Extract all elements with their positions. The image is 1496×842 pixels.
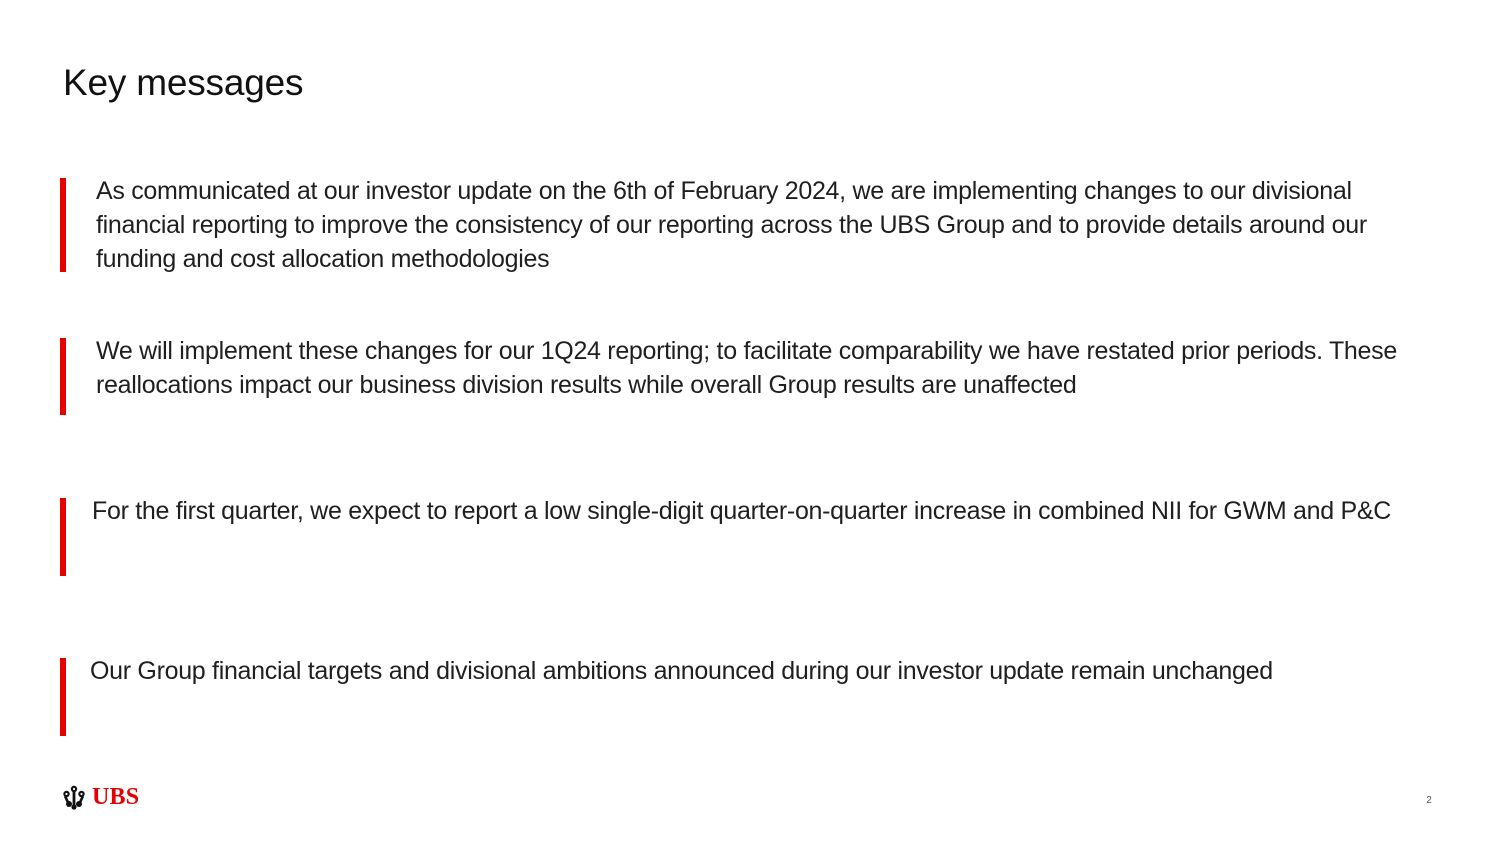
key-message-1 — [60, 178, 1460, 272]
key-message-text: As communicated at our investor update on the 6th of February 2024, we are implementing changes to our divisional financial reporting to improve the consistency of our reporting across the UBS Group and to provide details around our funding and cost allocation methodologies — [96, 177, 1367, 273]
accent-bar — [60, 658, 66, 736]
key-message-text: We will implement these changes for our 1Q24 reporting; to facilitate comparability we have restated prior periods. These reallocations impact our business division results while overall Group results are unaffected — [96, 337, 1397, 399]
three-keys-icon — [60, 783, 88, 811]
page-number: 2 — [1426, 795, 1432, 806]
key-message-3 — [60, 498, 1460, 576]
page-title: Key messages — [63, 62, 304, 103]
ubs-logo — [60, 782, 139, 812]
accent-bar — [60, 498, 66, 576]
ubs-logo-text: UBS — [92, 784, 140, 810]
key-message-2 — [60, 338, 1460, 415]
key-message-text: For the first quarter, we expect to report a low single-digit quarter-on-quarter increase in combined NII for GWM and P&C — [92, 497, 1392, 525]
accent-bar — [60, 178, 66, 272]
key-message-text: Our Group financial targets and divisional ambitions announced during our investor update remain unchanged — [90, 657, 1273, 685]
key-message-4 — [60, 658, 1460, 736]
accent-bar — [60, 338, 66, 415]
